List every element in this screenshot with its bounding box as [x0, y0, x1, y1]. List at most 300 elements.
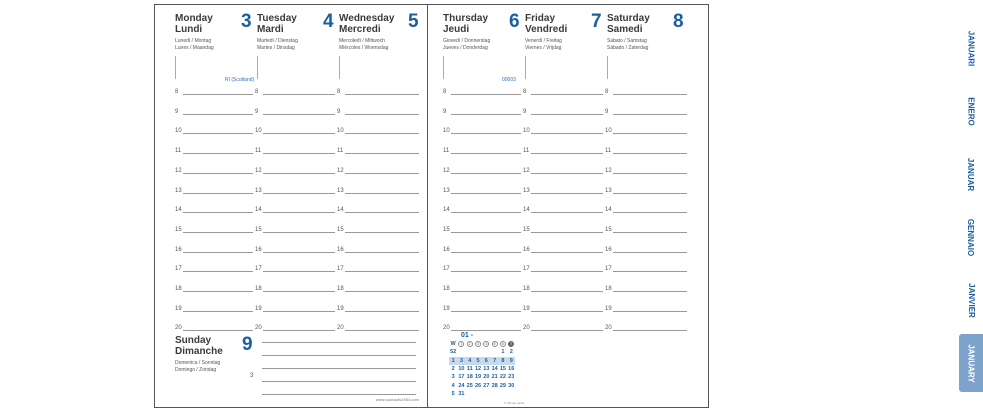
note-divider [339, 56, 340, 79]
writing-line [183, 232, 253, 233]
hour-label: 11 [175, 148, 182, 155]
hour-row[interactable] [255, 263, 335, 273]
writing-line [531, 133, 603, 134]
hour-label: 8 [175, 89, 179, 95]
hour-label: 19 [523, 305, 530, 312]
writing-line [183, 291, 253, 292]
hour-label: 16 [255, 246, 262, 253]
month-tab-january[interactable] [959, 334, 983, 392]
calendar-day[interactable]: 30 [508, 382, 515, 389]
hour-row[interactable] [337, 303, 419, 313]
writing-line [613, 212, 687, 213]
calendar-day[interactable]: 8 [499, 357, 507, 365]
calendar-day[interactable]: 19 [474, 374, 482, 381]
calendar-day[interactable]: 31 [458, 390, 465, 397]
hour-row[interactable] [523, 185, 603, 195]
month-tab-januar[interactable] [959, 145, 983, 203]
month-tab-label: ENERO [966, 96, 976, 126]
writing-line [531, 94, 603, 95]
hour-label: 13 [255, 187, 262, 194]
hour-label: 17 [443, 266, 450, 273]
hour-label: 12 [523, 167, 530, 174]
hour-label: 13 [605, 187, 612, 194]
calendar-day [499, 390, 507, 398]
calendar-day[interactable]: 22 [499, 374, 506, 381]
diary-spread [154, 4, 976, 408]
calendar-day[interactable]: 14 [491, 366, 498, 373]
hour-row[interactable] [443, 165, 521, 175]
writing-line [183, 114, 253, 115]
hour-label: 15 [337, 226, 344, 233]
hour-row[interactable] [523, 125, 603, 135]
weekday-header: 5 [490, 340, 498, 348]
hour-row[interactable] [337, 263, 419, 273]
hour-row[interactable] [605, 125, 687, 135]
calendar-day[interactable]: 28 [491, 382, 498, 389]
week-number: 1 [449, 357, 457, 365]
weekday-header: 7 [507, 340, 515, 348]
hour-label: 16 [523, 246, 530, 253]
writing-line [613, 193, 687, 194]
hour-label: 9 [443, 108, 447, 115]
calendar-day [490, 390, 498, 398]
hour-label: 12 [175, 167, 182, 174]
writing-line [531, 232, 603, 233]
writing-line [183, 153, 253, 154]
hour-row[interactable] [605, 224, 687, 234]
hour-row[interactable] [443, 283, 521, 293]
hour-row[interactable] [175, 165, 253, 175]
day-name-translations [607, 38, 689, 52]
hour-label: 9 [255, 108, 259, 115]
hour-row[interactable] [443, 224, 521, 234]
hour-row[interactable] [175, 322, 253, 332]
day-name-en: Saturday [607, 13, 650, 24]
writing-line [451, 173, 521, 174]
writing-line [263, 291, 335, 292]
calendar-day[interactable]: 3 [457, 357, 465, 365]
hour-label: 17 [523, 266, 530, 273]
month-tab-label: JANUAR [966, 157, 976, 191]
day-wednesday [339, 13, 421, 93]
writing-line [531, 114, 603, 115]
hour-label: 16 [443, 246, 450, 253]
hour-label: 18 [523, 286, 530, 292]
hour-row[interactable] [523, 165, 603, 175]
hour-label: 19 [337, 305, 344, 312]
hour-label: 15 [523, 226, 530, 233]
writing-line [531, 173, 603, 174]
hour-label: 20 [605, 325, 612, 332]
day-name-fr: Lundi [175, 24, 203, 35]
writing-line [263, 193, 335, 194]
day-number: 7 [591, 11, 602, 32]
hour-label: 11 [337, 148, 344, 155]
day-name-translations [175, 360, 223, 374]
hour-label: 14 [523, 207, 530, 214]
hour-label: 9 [523, 108, 527, 115]
day-monday [175, 13, 253, 93]
month-tab-janvier[interactable] [959, 271, 983, 329]
sunday-writing-line [262, 355, 416, 356]
hour-row[interactable] [523, 145, 603, 155]
hour-label: 13 [443, 187, 450, 194]
calendar-day[interactable]: 12 [474, 366, 482, 373]
weekday-header: 2 [466, 340, 474, 348]
day-name-translations [257, 38, 335, 52]
hour-label: 14 [605, 207, 612, 214]
hour-row[interactable] [255, 322, 335, 332]
hour-row[interactable] [175, 204, 253, 214]
writing-line [345, 330, 419, 331]
day-sub-1: Martedì / Dienstag [257, 38, 298, 44]
day-sub-2: Lunes / Maandag [175, 45, 214, 51]
day-sub-1: Giovedì / Donnerstag [443, 38, 491, 44]
hour-label: 15 [175, 226, 182, 233]
weekday-header: 4 [482, 340, 490, 348]
sunday-writing-line [262, 394, 416, 395]
hour-label: 18 [337, 286, 344, 292]
hour-label: 10 [255, 128, 262, 135]
note-divider [443, 56, 444, 79]
mini-calendar-grid [449, 340, 515, 398]
hour-label: 8 [443, 89, 447, 95]
hour-row[interactable] [175, 106, 253, 116]
writing-line [613, 311, 687, 312]
calendar-day[interactable]: 5 [474, 357, 482, 365]
hour-row[interactable] [255, 303, 335, 313]
writing-line [183, 193, 253, 194]
hour-row[interactable] [523, 303, 603, 313]
writing-line [263, 311, 335, 312]
writing-line [345, 212, 419, 213]
hour-row[interactable] [255, 125, 335, 135]
writing-line [451, 232, 521, 233]
day-name-fr: Mercredi [339, 24, 381, 35]
day-number: 5 [408, 11, 419, 32]
writing-line [345, 271, 419, 272]
writing-line [451, 212, 521, 213]
hour-row[interactable] [523, 244, 603, 254]
hour-row[interactable] [255, 204, 335, 214]
writing-line [531, 330, 603, 331]
hour-label: 11 [523, 148, 530, 155]
day-number: 8 [673, 11, 684, 32]
hour-row[interactable] [443, 204, 521, 214]
hour-row[interactable] [605, 204, 687, 214]
day-name-en: Wednesday [339, 13, 395, 24]
hour-row[interactable] [337, 106, 419, 116]
hour-row[interactable] [337, 204, 419, 214]
writing-line [183, 330, 253, 331]
hour-label: 14 [337, 207, 344, 214]
hour-row[interactable] [175, 263, 253, 273]
hour-label: 14 [443, 207, 450, 214]
hour-label: 17 [605, 266, 612, 273]
writing-line [613, 252, 687, 253]
day-sub-2: Jueves / Donderdag [443, 45, 488, 51]
calendar-day[interactable]: 11 [466, 366, 473, 373]
hour-row[interactable] [605, 303, 687, 313]
hour-row[interactable] [175, 185, 253, 195]
hour-label: 14 [255, 207, 262, 214]
month-tab-enero[interactable] [959, 82, 983, 140]
day-name-en: Friday [525, 13, 556, 24]
writing-line [183, 133, 253, 134]
hour-row[interactable] [255, 165, 335, 175]
weekday-header: 6 [499, 340, 507, 348]
day-name-en: Sunday [175, 335, 212, 346]
note-divider [257, 56, 258, 79]
calendar-day [466, 390, 474, 398]
hour-row[interactable] [605, 165, 687, 175]
writing-line [451, 94, 521, 95]
writing-line [263, 114, 335, 115]
hour-row[interactable] [255, 145, 335, 155]
hour-row[interactable] [255, 185, 335, 195]
hour-label: 9 [337, 108, 341, 115]
hour-row[interactable] [337, 165, 419, 175]
calendar-day[interactable]: 2 [509, 349, 513, 356]
hour-row[interactable] [175, 283, 253, 293]
writing-line [263, 212, 335, 213]
calendar-day [466, 348, 474, 356]
hour-label: 9 [605, 108, 609, 115]
sunday-writing-line [262, 368, 416, 369]
calendar-day [474, 390, 482, 398]
hour-row[interactable] [175, 244, 253, 254]
sunday-writing-line [262, 381, 416, 382]
hour-label: 17 [337, 266, 344, 273]
hour-row[interactable] [605, 322, 687, 332]
hour-label: 10 [523, 128, 530, 135]
calendar-day[interactable]: 15 [499, 366, 506, 373]
hour-row[interactable] [443, 185, 521, 195]
hour-label: 12 [337, 167, 344, 174]
day-name-fr: Jeudi [443, 24, 470, 35]
calendar-day [490, 348, 498, 356]
moon-phase-label: 00003 [502, 77, 516, 83]
writing-line [183, 212, 253, 213]
writing-line [183, 311, 253, 312]
hour-row[interactable] [255, 224, 335, 234]
calendar-day[interactable]: 23 [508, 374, 515, 381]
writing-line [345, 173, 419, 174]
hour-row[interactable] [255, 283, 335, 293]
day-name-fr: Mardi [257, 24, 284, 35]
hour-row[interactable] [443, 322, 521, 332]
hour-row[interactable] [523, 204, 603, 214]
hour-label: 19 [255, 305, 262, 312]
hour-row[interactable] [605, 244, 687, 254]
hour-row[interactable] [443, 263, 521, 273]
writing-line [531, 212, 603, 213]
writing-line [613, 94, 687, 95]
hour-row[interactable] [337, 224, 419, 234]
calendar-day[interactable]: 4 [466, 357, 474, 365]
hour-row[interactable] [255, 86, 335, 96]
hour-label: 8 [605, 89, 609, 95]
month-tab-label: JANUARI [966, 30, 976, 66]
hour-label: 8 [337, 89, 341, 95]
writing-line [345, 193, 419, 194]
hour-row[interactable] [175, 303, 253, 313]
hour-label: 18 [255, 286, 262, 292]
calendar-day[interactable]: 21 [491, 374, 498, 381]
writing-line [345, 94, 419, 95]
hour-row[interactable] [523, 86, 603, 96]
calendar-day[interactable]: 25 [466, 382, 473, 389]
week-header: W [450, 341, 456, 348]
month-tab-gennaio[interactable] [959, 208, 983, 266]
hour-row[interactable] [337, 283, 419, 293]
hour-row[interactable] [175, 145, 253, 155]
hour-label: 12 [255, 167, 262, 174]
hour-label: 16 [175, 246, 182, 253]
hour-label: 20 [443, 325, 450, 332]
calendar-day[interactable]: 1 [501, 349, 505, 356]
hour-row[interactable] [337, 322, 419, 332]
hour-label: 14 [175, 207, 182, 214]
hour-row[interactable] [523, 263, 603, 273]
calendar-day[interactable]: 26 [474, 382, 482, 389]
calendar-day[interactable]: 18 [466, 374, 473, 381]
day-sub-1: Domenica / Sonntag [175, 360, 221, 366]
day-name-fr: Vendredi [525, 24, 568, 35]
hour-row[interactable] [443, 145, 521, 155]
hour-row[interactable] [443, 86, 521, 96]
calendar-day[interactable]: 16 [508, 366, 515, 373]
month-tab-label: GENNAIO [966, 218, 976, 256]
writing-line [531, 291, 603, 292]
hour-row[interactable] [175, 224, 253, 234]
hour-label: 19 [443, 305, 450, 312]
hour-label: 12 [443, 167, 450, 174]
calendar-day[interactable]: 29 [499, 382, 506, 389]
weekday-header: 3 [474, 340, 482, 348]
day-name-translations [175, 38, 253, 52]
writing-line [613, 330, 687, 331]
hour-row[interactable] [337, 185, 419, 195]
hour-row[interactable] [523, 322, 603, 332]
note-divider [607, 56, 608, 79]
holiday-label: RI (Scotland) [225, 77, 255, 83]
calendar-day[interactable]: 27 [483, 382, 490, 389]
day-sub-1: Sabato / Samstag [607, 38, 647, 44]
day-name-en: Tuesday [257, 13, 297, 24]
hour-label: 8 [255, 89, 259, 95]
writing-line [613, 153, 687, 154]
right-page [428, 5, 976, 407]
hour-label: 10 [605, 128, 612, 135]
writing-line [531, 193, 603, 194]
hour-row[interactable] [337, 125, 419, 135]
writing-line [451, 291, 521, 292]
hour-row[interactable] [175, 86, 253, 96]
hour-label: 18 [443, 286, 450, 292]
writing-line [613, 232, 687, 233]
hour-row[interactable] [605, 145, 687, 155]
calendar-day[interactable]: 20 [483, 374, 490, 381]
hour-row[interactable] [175, 125, 253, 135]
day-tuesday [257, 13, 335, 93]
hour-row[interactable] [255, 244, 335, 254]
hour-row[interactable] [337, 86, 419, 96]
writing-line [263, 133, 335, 134]
hour-row[interactable] [605, 185, 687, 195]
writing-line [345, 252, 419, 253]
month-tabs [959, 5, 983, 409]
hour-label: 20 [337, 325, 344, 332]
hour-row[interactable] [523, 224, 603, 234]
hour-row[interactable] [443, 125, 521, 135]
writing-line [345, 114, 419, 115]
hour-row[interactable] [443, 106, 521, 116]
writing-line [263, 330, 335, 331]
writing-line [531, 311, 603, 312]
hour-row[interactable] [337, 145, 419, 155]
publisher-footer: www.quovadis1954.com [375, 397, 419, 402]
writing-line [613, 173, 687, 174]
hour-label: 13 [523, 187, 530, 194]
day-sub-2: Domingo / Zondag [175, 367, 217, 373]
writing-line [531, 271, 603, 272]
day-name-translations [339, 38, 421, 52]
day-name-fr: Samedi [607, 24, 643, 35]
hour-row[interactable] [255, 106, 335, 116]
hour-row[interactable] [337, 244, 419, 254]
hour-row[interactable] [605, 86, 687, 96]
day-sub-1: Venerdì / Freitag [525, 38, 562, 44]
month-tab-januari[interactable] [959, 19, 983, 77]
calendar-day[interactable]: 7 [490, 357, 498, 365]
hour-label: 16 [337, 246, 344, 253]
hour-row[interactable] [443, 303, 521, 313]
writing-line [531, 252, 603, 253]
day-name-translations [525, 38, 603, 52]
day-sub-2: Sábado / Zaterdag [607, 45, 649, 51]
writing-line [183, 271, 253, 272]
hour-label: 19 [605, 305, 612, 312]
writing-line [451, 153, 521, 154]
calendar-day[interactable]: 24 [458, 382, 465, 389]
writing-line [613, 114, 687, 115]
hour-row[interactable] [523, 283, 603, 293]
hour-row[interactable] [605, 106, 687, 116]
hour-row[interactable] [605, 283, 687, 293]
day-number: 3 [241, 11, 252, 32]
calendar-day[interactable]: 9 [507, 357, 515, 365]
hour-label: 16 [605, 246, 612, 253]
day-name-en: Monday [175, 13, 213, 24]
hour-row[interactable] [443, 244, 521, 254]
day-number: 4 [323, 11, 334, 32]
hour-label: 17 [255, 266, 262, 273]
calendar-day[interactable]: 17 [458, 374, 465, 381]
calendar-day[interactable]: 10 [458, 366, 465, 373]
calendar-day[interactable]: 6 [482, 357, 490, 365]
writing-line [345, 153, 419, 154]
writing-line [451, 271, 521, 272]
calendar-day[interactable]: 13 [483, 366, 490, 373]
writing-line [183, 252, 253, 253]
hour-row[interactable] [605, 263, 687, 273]
hour-row[interactable] [523, 106, 603, 116]
writing-line [183, 173, 253, 174]
week-number: 5 [451, 390, 455, 397]
calendar-day [457, 348, 465, 356]
hour-label: 11 [443, 148, 450, 155]
